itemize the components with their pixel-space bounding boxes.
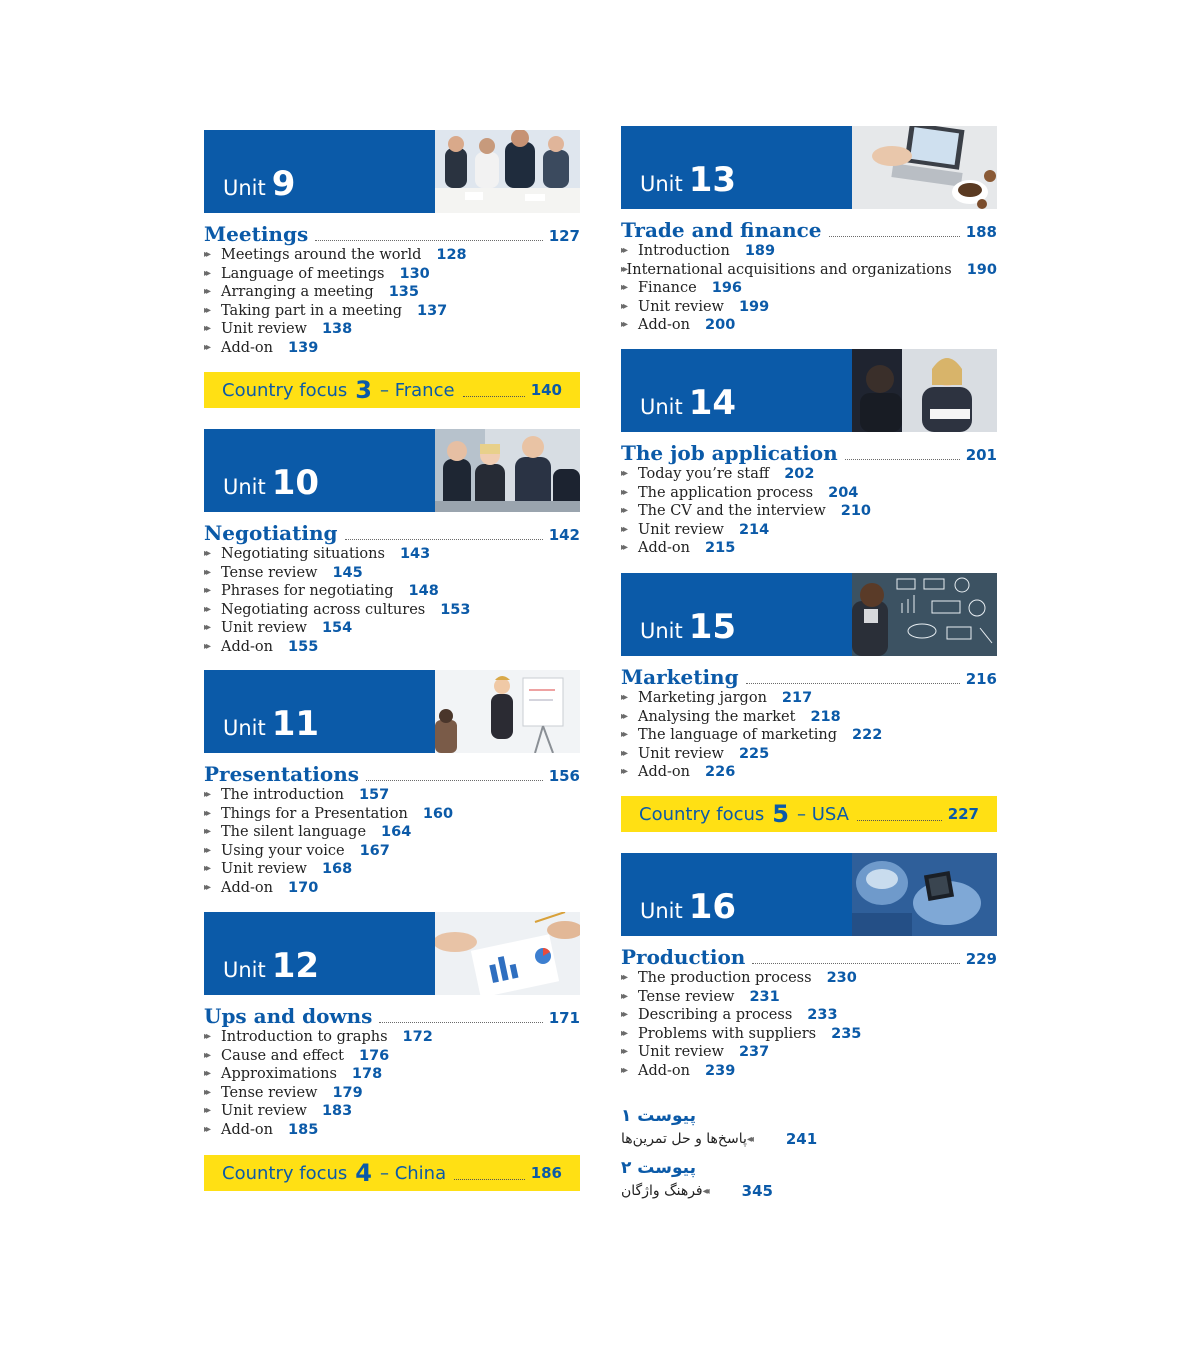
meeting-photo bbox=[435, 130, 580, 213]
topic-title: The job application bbox=[621, 441, 838, 465]
lesson-page: 172 bbox=[402, 1029, 433, 1046]
unit-13-section bbox=[621, 126, 997, 335]
arrow-bullet-icon: ▸▸ bbox=[621, 710, 626, 722]
lesson-page: 178 bbox=[351, 1066, 383, 1083]
lesson-title: Negotiating across cultures bbox=[221, 601, 426, 618]
lesson-page: 226 bbox=[705, 764, 736, 781]
arrow-bullet-icon: ▸▸ bbox=[204, 1049, 209, 1061]
lesson-title: The application process bbox=[638, 484, 814, 501]
lesson-page: 199 bbox=[738, 298, 770, 315]
lesson-title: Marketing jargon bbox=[638, 690, 767, 707]
arrow-bullet-icon: ▸▸ bbox=[204, 844, 209, 856]
arrow-bullet-icon: ▸▸ bbox=[621, 282, 626, 294]
topic-title: Negotiating bbox=[204, 521, 338, 545]
arrow-bullet-icon: ▸▸ bbox=[621, 1046, 626, 1058]
unit-number: 14 bbox=[688, 383, 737, 423]
leader-dots bbox=[366, 780, 543, 781]
list-item bbox=[621, 745, 997, 764]
lesson-page: 189 bbox=[744, 243, 776, 260]
arrow-bullet-icon: ▸▸ bbox=[204, 622, 209, 634]
list-item bbox=[621, 726, 997, 745]
lesson-title: Negotiating situations bbox=[221, 546, 385, 563]
country-focus-label: Country focus bbox=[639, 803, 765, 825]
arrow-bullet-icon: ▸▸ bbox=[621, 1009, 626, 1021]
arrow-bullet-icon: ▸▸ bbox=[204, 585, 209, 597]
lesson-page: 196 bbox=[711, 280, 743, 297]
lesson-title: Today you’re staff bbox=[638, 466, 770, 483]
lesson-page: 160 bbox=[422, 805, 454, 822]
unit-label bbox=[640, 383, 737, 423]
lesson-list bbox=[204, 246, 580, 357]
list-item bbox=[204, 860, 580, 879]
list-item bbox=[204, 339, 580, 358]
lesson-page: 170 bbox=[288, 879, 319, 896]
list-item bbox=[204, 1065, 580, 1084]
appendix-title: پیوست ۱ bbox=[621, 1106, 697, 1126]
graphs-photo bbox=[435, 912, 580, 995]
unit-12-section bbox=[204, 912, 580, 1139]
topic-heading bbox=[621, 441, 997, 465]
arrow-bullet-icon: ▸▸ bbox=[204, 1123, 209, 1135]
lesson-title: The introduction bbox=[221, 787, 344, 804]
unit-label bbox=[223, 704, 320, 744]
lesson-title: Introduction to graphs bbox=[221, 1029, 388, 1046]
topic-page-number: 127 bbox=[548, 227, 580, 245]
laptop-coffee-photo bbox=[852, 126, 997, 209]
arrow-bullet-icon: ▸▸ bbox=[621, 486, 626, 498]
lesson-page: 231 bbox=[749, 988, 780, 1005]
list-item bbox=[621, 298, 997, 317]
arrow-bullet-icon: ▸▸ bbox=[204, 603, 209, 615]
unit-banner bbox=[621, 853, 997, 936]
unit-banner bbox=[621, 573, 997, 656]
unit-label bbox=[223, 164, 296, 204]
appendix-title: پیوست ۲ bbox=[621, 1158, 697, 1178]
lesson-page: 200 bbox=[705, 317, 736, 334]
lesson-list bbox=[621, 465, 997, 558]
unit-9-section bbox=[204, 130, 580, 357]
unit-word: Unit bbox=[640, 395, 683, 419]
arrow-bullet-icon: ▸▸ bbox=[621, 990, 626, 1002]
list-item bbox=[204, 1084, 580, 1103]
lesson-list bbox=[204, 1028, 580, 1139]
country-focus-label: Country focus bbox=[222, 1162, 348, 1184]
appendix-entry bbox=[621, 1130, 997, 1148]
list-item bbox=[621, 539, 997, 558]
lesson-title: Add-on bbox=[221, 1121, 274, 1138]
arrow-bullet-icon: ▸▸ bbox=[204, 1086, 209, 1098]
list-item bbox=[204, 1102, 580, 1121]
topic-title: Presentations bbox=[204, 762, 359, 786]
list-item bbox=[204, 1028, 580, 1047]
interview-photo bbox=[852, 349, 997, 432]
list-item bbox=[621, 1006, 997, 1025]
lesson-title: Add-on bbox=[221, 339, 274, 356]
lesson-page: 214 bbox=[738, 521, 770, 538]
topic-title: Production bbox=[621, 945, 746, 969]
arrow-bullet-icon: ▸▸ bbox=[204, 304, 209, 316]
list-item bbox=[621, 502, 997, 521]
unit-banner bbox=[204, 670, 580, 753]
leader-dots bbox=[463, 396, 525, 397]
list-item bbox=[204, 619, 580, 638]
list-item bbox=[621, 1043, 997, 1062]
list-item bbox=[204, 283, 580, 302]
lesson-title: Analysing the market bbox=[638, 708, 796, 725]
leader-dots bbox=[746, 683, 960, 684]
list-item bbox=[621, 465, 997, 484]
lesson-title: Add-on bbox=[638, 540, 691, 557]
unit-16-section bbox=[621, 853, 997, 1080]
lesson-page: 176 bbox=[359, 1047, 390, 1064]
unit-label bbox=[640, 607, 737, 647]
list-item bbox=[204, 545, 580, 564]
arrow-bullet-icon: ▸▸ bbox=[204, 807, 209, 819]
unit-banner bbox=[204, 912, 580, 995]
arrow-bullet-icon: ▸▸ bbox=[621, 729, 626, 741]
lab-chip-photo bbox=[852, 853, 997, 936]
topic-title: Trade and finance bbox=[621, 218, 822, 242]
unit-banner bbox=[204, 429, 580, 512]
appendix-text: فرهنگ واژگان bbox=[621, 1183, 703, 1199]
lesson-title: Add-on bbox=[221, 638, 274, 655]
arrow-bullet-icon: ▸▸ bbox=[621, 692, 626, 704]
list-item bbox=[204, 582, 580, 601]
arrow-bullet-icon: ◂◂ bbox=[746, 1133, 751, 1145]
unit-word: Unit bbox=[640, 899, 683, 923]
list-item bbox=[204, 1121, 580, 1140]
unit-number: 12 bbox=[271, 946, 320, 986]
list-item bbox=[204, 823, 580, 842]
arrow-bullet-icon: ▸▸ bbox=[204, 1031, 209, 1043]
arrow-bullet-icon: ▸▸ bbox=[204, 881, 209, 893]
list-item bbox=[204, 564, 580, 583]
lesson-title: Add-on bbox=[638, 317, 691, 334]
arrow-bullet-icon: ▸▸ bbox=[621, 747, 626, 759]
list-item bbox=[204, 246, 580, 265]
topic-page-number: 142 bbox=[548, 526, 580, 544]
list-item bbox=[621, 1025, 997, 1044]
lesson-title: Approximations bbox=[221, 1066, 337, 1083]
lesson-page: 164 bbox=[381, 824, 412, 841]
appendix-2 bbox=[621, 1158, 997, 1200]
negotiation-photo bbox=[435, 429, 580, 512]
lesson-page: 143 bbox=[399, 546, 431, 563]
appendix-entry bbox=[621, 1182, 997, 1200]
lesson-page: 210 bbox=[840, 503, 872, 520]
arrow-bullet-icon: ▸▸ bbox=[621, 523, 626, 535]
unit-number: 16 bbox=[688, 887, 737, 927]
unit-word: Unit bbox=[223, 958, 266, 982]
arrow-bullet-icon: ▸▸ bbox=[621, 300, 626, 312]
appendix-1 bbox=[621, 1106, 997, 1148]
lesson-page: 217 bbox=[781, 690, 813, 707]
leader-dots bbox=[315, 240, 542, 241]
lesson-page: 138 bbox=[321, 321, 353, 338]
lesson-page: 202 bbox=[784, 466, 815, 483]
arrow-bullet-icon: ▸▸ bbox=[204, 789, 209, 801]
lesson-title: Add-on bbox=[638, 764, 691, 781]
list-item bbox=[204, 786, 580, 805]
lesson-title: Unit review bbox=[221, 321, 307, 338]
lesson-list bbox=[204, 545, 580, 656]
lesson-title: Describing a process bbox=[638, 1007, 793, 1024]
topic-heading bbox=[621, 218, 997, 242]
lesson-page: 215 bbox=[705, 540, 736, 557]
list-item bbox=[204, 879, 580, 898]
lesson-page: 179 bbox=[332, 1084, 363, 1101]
lesson-page: 225 bbox=[738, 745, 770, 762]
country-focus-usa bbox=[621, 796, 997, 832]
lesson-page: 237 bbox=[738, 1044, 770, 1061]
arrow-bullet-icon: ▸▸ bbox=[204, 640, 209, 652]
topic-heading bbox=[204, 1004, 580, 1028]
list-item bbox=[621, 261, 997, 280]
list-item bbox=[621, 242, 997, 261]
list-item bbox=[621, 988, 997, 1007]
unit-banner bbox=[204, 130, 580, 213]
list-item bbox=[621, 689, 997, 708]
lesson-page: 239 bbox=[705, 1062, 736, 1079]
lesson-page: 155 bbox=[288, 638, 319, 655]
list-item bbox=[204, 842, 580, 861]
topic-page-number: 156 bbox=[548, 767, 580, 785]
topic-title: Ups and downs bbox=[204, 1004, 373, 1028]
arrow-bullet-icon: ▸▸ bbox=[621, 766, 626, 778]
list-item bbox=[621, 969, 997, 988]
arrow-bullet-icon: ▸▸ bbox=[204, 267, 209, 279]
arrow-bullet-icon: ▸▸ bbox=[621, 542, 626, 554]
lesson-title: Unit review bbox=[221, 620, 307, 637]
lesson-page: 218 bbox=[810, 708, 841, 725]
list-item bbox=[621, 1062, 997, 1081]
lesson-page: 168 bbox=[321, 861, 353, 878]
lesson-list bbox=[621, 242, 997, 335]
lesson-title: Unit review bbox=[638, 521, 724, 538]
lesson-page: 148 bbox=[408, 583, 439, 600]
lesson-title: Taking part in a meeting bbox=[221, 302, 402, 319]
lesson-title: Meetings around the world bbox=[221, 247, 422, 264]
lesson-page: 137 bbox=[416, 302, 448, 319]
country-focus-page: 227 bbox=[947, 805, 979, 823]
topic-heading bbox=[621, 665, 997, 689]
country-focus-number: 4 bbox=[355, 1159, 372, 1187]
arrow-bullet-icon: ▸▸ bbox=[621, 1027, 626, 1039]
arrow-bullet-icon: ▸▸ bbox=[621, 468, 626, 480]
arrow-bullet-icon: ◂◂ bbox=[702, 1185, 707, 1197]
topic-page-number: 201 bbox=[965, 446, 997, 464]
unit-word: Unit bbox=[223, 176, 266, 200]
lesson-title: Unit review bbox=[638, 298, 724, 315]
leader-dots bbox=[829, 236, 960, 237]
unit-11-section bbox=[204, 670, 580, 897]
appendix-text: پاسخ‌ها و حل تمرین‌ها bbox=[621, 1131, 747, 1147]
country-focus-page: 140 bbox=[530, 381, 562, 399]
lesson-title: Unit review bbox=[638, 1044, 724, 1061]
lesson-title: Finance bbox=[638, 280, 697, 297]
country-focus-china bbox=[204, 1155, 580, 1191]
lesson-page: 230 bbox=[826, 970, 857, 987]
unit-number: 11 bbox=[271, 704, 320, 744]
lesson-title: Introduction bbox=[638, 243, 730, 260]
unit-word: Unit bbox=[223, 716, 266, 740]
lesson-title: Tense review bbox=[221, 1084, 318, 1101]
topic-page-number: 188 bbox=[965, 223, 997, 241]
unit-15-section bbox=[621, 573, 997, 782]
lesson-list bbox=[621, 969, 997, 1080]
lesson-page: 157 bbox=[358, 787, 390, 804]
country-name: – China bbox=[379, 1162, 447, 1184]
lesson-page: 153 bbox=[440, 601, 471, 618]
topic-page-number: 216 bbox=[965, 670, 997, 688]
arrow-bullet-icon: ▸▸ bbox=[621, 319, 626, 331]
unit-number: 13 bbox=[688, 160, 737, 200]
lesson-title: Arranging a meeting bbox=[221, 284, 374, 301]
lesson-page: 128 bbox=[436, 247, 467, 264]
unit-word: Unit bbox=[223, 475, 266, 499]
arrow-bullet-icon: ▸▸ bbox=[204, 286, 209, 298]
lesson-title: Add-on bbox=[221, 879, 274, 896]
list-item bbox=[621, 279, 997, 298]
list-item bbox=[204, 320, 580, 339]
lesson-page: 222 bbox=[852, 727, 883, 744]
arrow-bullet-icon: ▸▸ bbox=[204, 323, 209, 335]
lesson-title: Tense review bbox=[221, 564, 318, 581]
unit-label bbox=[640, 160, 737, 200]
topic-page-number: 229 bbox=[965, 950, 997, 968]
topic-title: Marketing bbox=[621, 665, 739, 689]
country-name: – USA bbox=[796, 803, 849, 825]
lesson-title: Using your voice bbox=[221, 842, 345, 859]
lesson-title: International acquisitions and organizations bbox=[626, 261, 952, 278]
leader-dots bbox=[857, 820, 942, 821]
lesson-title: The language of marketing bbox=[638, 727, 838, 744]
appendix-page: 241 bbox=[785, 1130, 818, 1148]
topic-page-number: 171 bbox=[548, 1009, 580, 1027]
arrow-bullet-icon: ▸▸ bbox=[621, 505, 626, 517]
arrow-bullet-icon: ▸▸ bbox=[204, 863, 209, 875]
country-focus-france bbox=[204, 372, 580, 408]
lesson-title: The silent language bbox=[221, 824, 367, 841]
arrow-bullet-icon: ▸▸ bbox=[204, 548, 209, 560]
lesson-page: 190 bbox=[966, 261, 997, 278]
list-item bbox=[204, 265, 580, 284]
lesson-page: 185 bbox=[288, 1121, 319, 1138]
lesson-title: Unit review bbox=[638, 745, 724, 762]
lesson-page: 183 bbox=[321, 1103, 353, 1120]
unit-word: Unit bbox=[640, 619, 683, 643]
list-item bbox=[621, 708, 997, 727]
unit-number: 9 bbox=[271, 164, 296, 204]
unit-label bbox=[640, 887, 737, 927]
list-item bbox=[204, 638, 580, 657]
lesson-title: Cause and effect bbox=[221, 1047, 344, 1064]
lesson-page: 167 bbox=[359, 842, 390, 859]
list-item bbox=[621, 484, 997, 503]
appendix-page: 345 bbox=[741, 1182, 773, 1200]
unit-banner bbox=[621, 126, 997, 209]
arrow-bullet-icon: ▸▸ bbox=[204, 1105, 209, 1117]
country-focus-number: 3 bbox=[355, 376, 372, 404]
unit-10-section bbox=[204, 429, 580, 656]
leader-dots bbox=[752, 963, 959, 964]
unit-label bbox=[223, 946, 320, 986]
lesson-page: 135 bbox=[388, 284, 419, 301]
unit-14-section bbox=[621, 349, 997, 558]
unit-label bbox=[223, 463, 320, 503]
lesson-title: Language of meetings bbox=[221, 265, 385, 282]
lesson-page: 233 bbox=[807, 1007, 838, 1024]
topic-heading bbox=[204, 521, 580, 545]
lesson-page: 154 bbox=[321, 620, 353, 637]
lesson-title: Tense review bbox=[638, 988, 735, 1005]
lesson-title: The production process bbox=[638, 970, 812, 987]
lesson-title: Problems with suppliers bbox=[638, 1025, 817, 1042]
arrow-bullet-icon: ▸▸ bbox=[621, 245, 626, 257]
lesson-title: Unit review bbox=[221, 1103, 307, 1120]
topic-title: Meetings bbox=[204, 222, 309, 246]
chalkboard-photo bbox=[852, 573, 997, 656]
arrow-bullet-icon: ▸▸ bbox=[621, 1064, 626, 1076]
unit-word: Unit bbox=[640, 172, 683, 196]
lesson-list bbox=[621, 689, 997, 782]
leader-dots bbox=[379, 1022, 542, 1023]
country-focus-number: 5 bbox=[772, 800, 789, 828]
arrow-bullet-icon: ▸▸ bbox=[204, 1068, 209, 1080]
arrow-bullet-icon: ▸▸ bbox=[204, 566, 209, 578]
leader-dots bbox=[345, 539, 543, 540]
list-item bbox=[204, 302, 580, 321]
topic-heading bbox=[204, 222, 580, 246]
arrow-bullet-icon: ▸▸ bbox=[204, 249, 209, 261]
lesson-list bbox=[204, 786, 580, 897]
list-item bbox=[621, 763, 997, 782]
leader-dots bbox=[845, 459, 960, 460]
unit-number: 10 bbox=[271, 463, 320, 503]
country-focus-page: 186 bbox=[530, 1164, 562, 1182]
lesson-page: 235 bbox=[831, 1025, 862, 1042]
lesson-page: 204 bbox=[828, 484, 859, 501]
country-name: – France bbox=[379, 379, 455, 401]
list-item bbox=[621, 316, 997, 335]
unit-number: 15 bbox=[688, 607, 737, 647]
lesson-title: The CV and the interview bbox=[638, 503, 826, 520]
lesson-title: Phrases for negotiating bbox=[221, 583, 394, 600]
presentation-photo bbox=[435, 670, 580, 753]
topic-heading bbox=[204, 762, 580, 786]
leader-dots bbox=[454, 1179, 525, 1180]
topic-heading bbox=[621, 945, 997, 969]
list-item bbox=[204, 1047, 580, 1066]
lesson-title: Add-on bbox=[638, 1062, 691, 1079]
country-focus-label: Country focus bbox=[222, 379, 348, 401]
lesson-page: 145 bbox=[332, 564, 363, 581]
arrow-bullet-icon: ▸▸ bbox=[621, 972, 626, 984]
list-item bbox=[204, 805, 580, 824]
lesson-page: 139 bbox=[288, 339, 319, 356]
lesson-page: 130 bbox=[399, 265, 430, 282]
list-item bbox=[204, 601, 580, 620]
lesson-title: Things for a Presentation bbox=[221, 805, 408, 822]
list-item bbox=[621, 521, 997, 540]
arrow-bullet-icon: ▸▸ bbox=[204, 826, 209, 838]
unit-banner bbox=[621, 349, 997, 432]
arrow-bullet-icon: ▸▸ bbox=[204, 341, 209, 353]
lesson-title: Unit review bbox=[221, 861, 307, 878]
arrow-bullet-icon: ▸▸ bbox=[621, 263, 626, 275]
